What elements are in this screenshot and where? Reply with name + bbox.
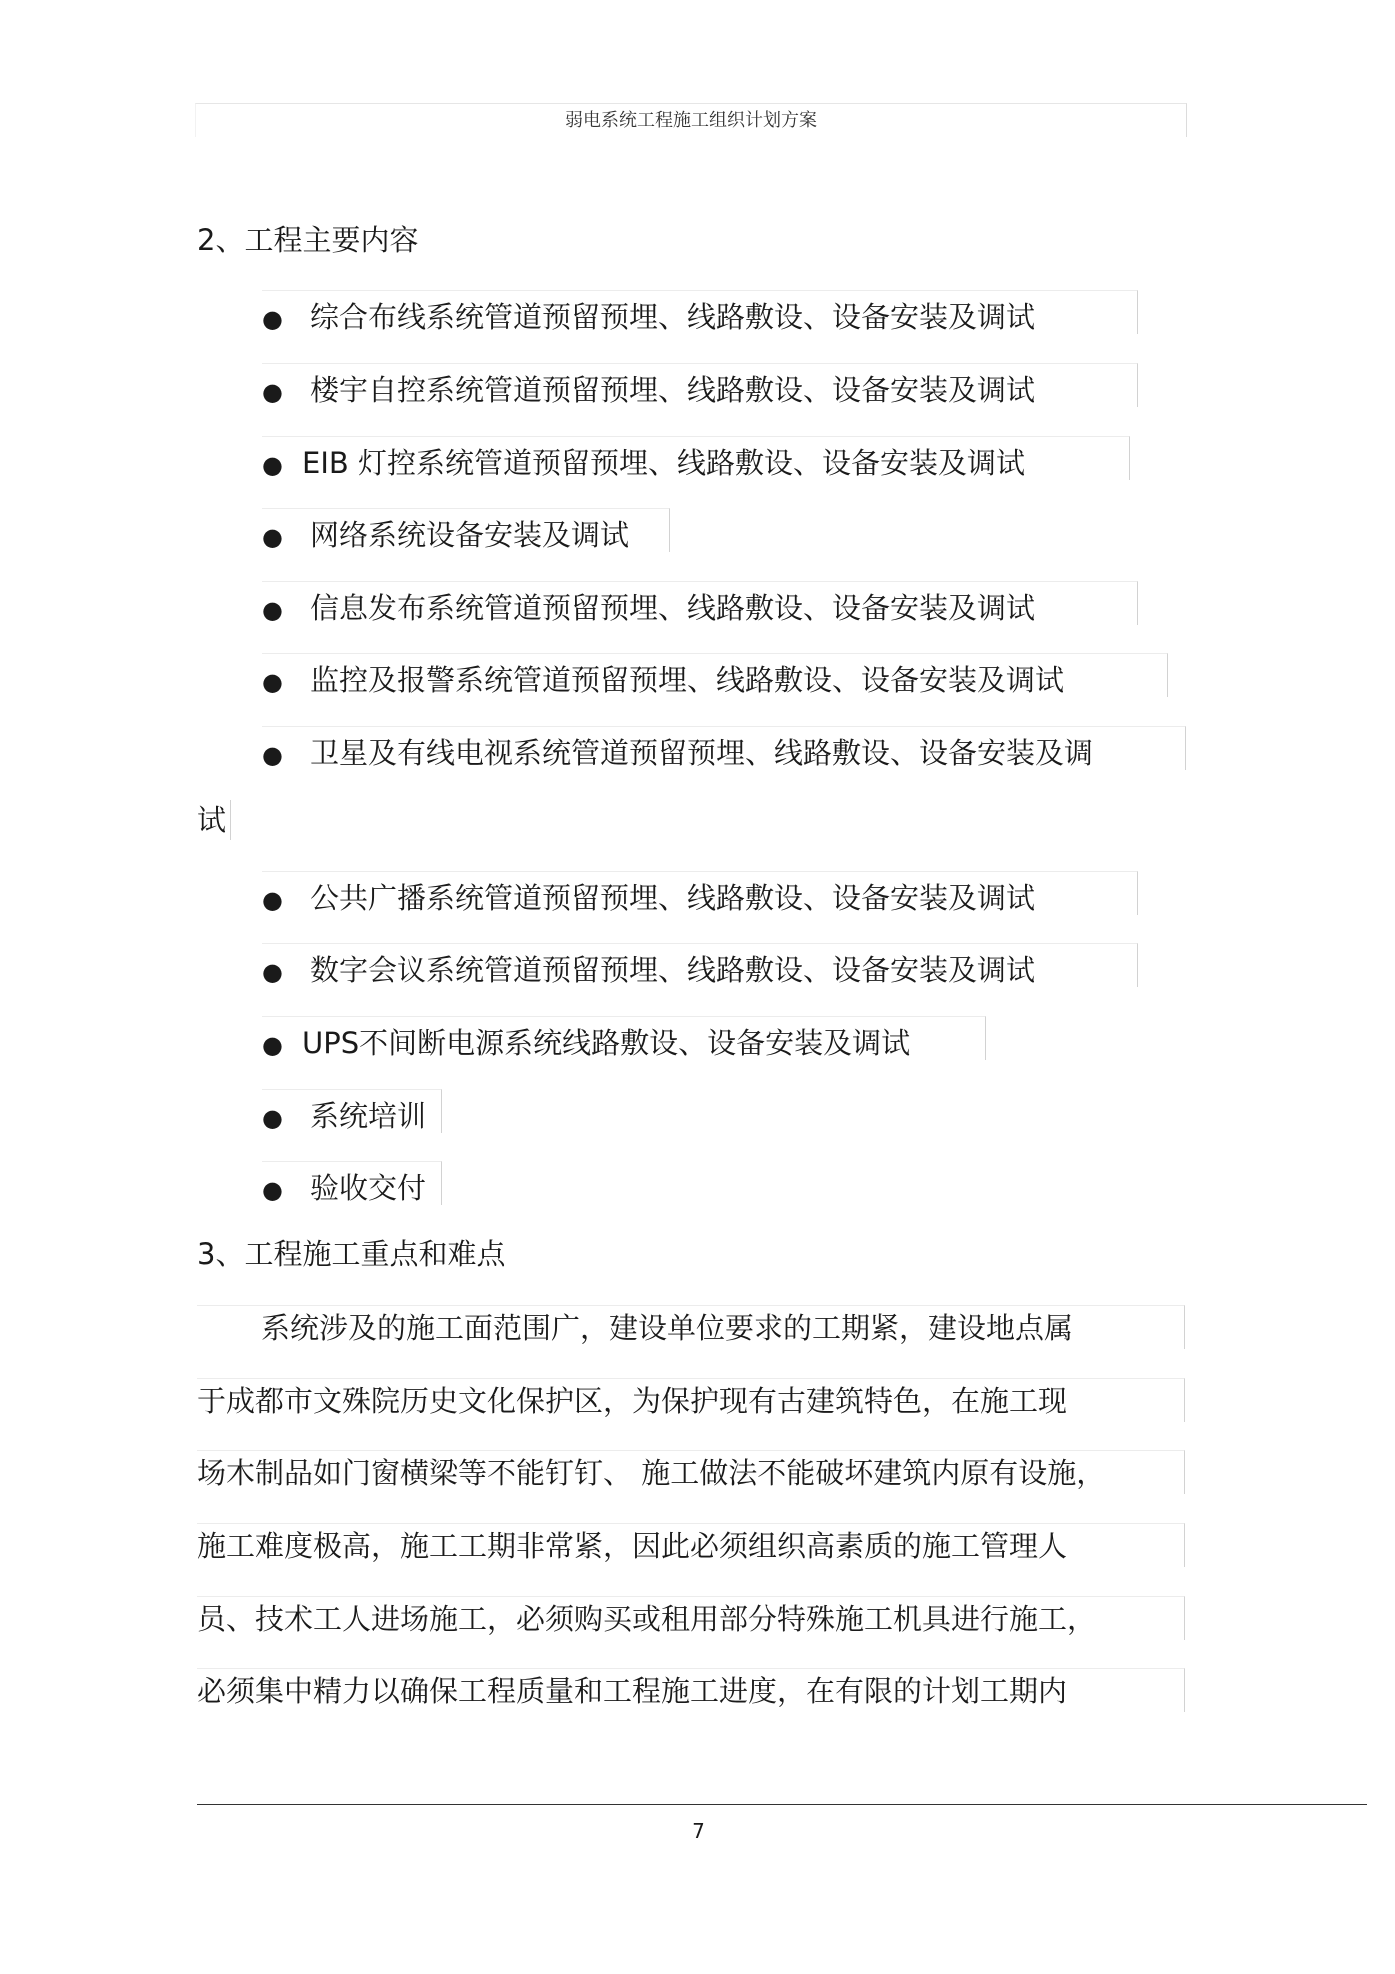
list-item [262,508,670,552]
list-item-text: 数字会议系统管道预留预埋、线路敷设、设备安装及调试 [310,953,1036,987]
bullet-icon: ● [262,378,283,406]
paragraph-line [197,1378,1185,1422]
list-item-text: 楼宇自控系统管道预留预埋、线路敷设、设备安装及调试 [310,373,1036,407]
list-item-text: 监控及报警系统管道预留预埋、线路敷设、设备安装及调试 [310,663,1065,697]
list-item [262,1161,442,1205]
list-item-text: 验收交付 [310,1171,427,1205]
list-item [262,653,1168,697]
list-item [262,290,1138,334]
bullet-icon: ● [262,1031,283,1059]
paragraph-line [197,1523,1185,1567]
list-item [262,581,1138,625]
paragraph-line-text: 场木制品如门窗横梁等不能钉钉、 施工做法不能破坏建筑内原有设施， [197,1456,1106,1490]
bullet-icon: ● [262,305,283,333]
section-3-heading: 3、工程施工重点和难点 [197,1237,506,1271]
list-item [262,1089,442,1133]
running-header-title: 弱电系统工程施工组织计划方案 [565,110,817,131]
list-item-text: 综合布线系统管道预留预埋、线路敷设、设备安装及调试 [310,300,1036,334]
page-number: 7 [692,1819,705,1843]
bullet-icon: ● [262,886,283,914]
paragraph-line [197,1596,1185,1640]
bullet-icon: ● [262,1104,283,1132]
list-item-text: 卫星及有线电视系统管道预留预埋、线路敷设、设备安装及调 [310,736,1094,770]
list-item-text: 公共广播系统管道预留预埋、线路敷设、设备安装及调试 [310,881,1036,915]
list-item-text: 信息发布系统管道预留预埋、线路敷设、设备安装及调试 [310,591,1036,625]
list-item [262,871,1138,915]
list-item-text: UPS不间断电源系统线路敷设、设备安装及调试 [302,1026,911,1060]
paragraph-line-text: 于成都市文殊院历史文化保护区，为保护现有古建筑特色，在施工现 [197,1384,1068,1418]
paragraph-line-text: 施工难度极高，施工工期非常紧，因此必须组织高素质的施工管理人 [197,1529,1068,1563]
list-item-text: 网络系统设备安装及调试 [310,518,630,552]
list-item [262,726,1186,770]
bullet-icon: ● [262,668,283,696]
bullet-icon: ● [262,1176,283,1204]
list-item-wrap-text: 试 [197,800,231,840]
paragraph-line-text: 系统涉及的施工面范围广，建设单位要求的工期紧，建设地点属 [261,1311,1074,1345]
paragraph-line [197,1450,1185,1494]
list-item-text: 系统培训 [310,1099,427,1133]
section-2-heading: 2、工程主要内容 [197,223,419,257]
paragraph-line [197,1668,1185,1712]
bullet-icon: ● [262,958,283,986]
list-item [262,436,1130,480]
list-item-text: EIB 灯控系统管道预留预埋、线路敷设、设备安装及调试 [302,446,1025,480]
list-item [262,363,1138,407]
bullet-icon: ● [262,523,283,551]
footer-divider [197,1804,1367,1805]
paragraph-line-text: 员、技术工人进场施工，必须购买或租用部分特殊施工机具进行施工， [197,1602,1097,1636]
list-item [262,1016,986,1060]
paragraph-line-text: 必须集中精力以确保工程质量和工程施工进度，在有限的计划工期内 [197,1674,1068,1708]
bullet-icon: ● [262,741,283,769]
bullet-icon: ● [262,451,283,479]
list-item [262,943,1138,987]
paragraph-line [197,1305,1185,1349]
running-header [195,103,1187,137]
bullet-icon: ● [262,596,283,624]
